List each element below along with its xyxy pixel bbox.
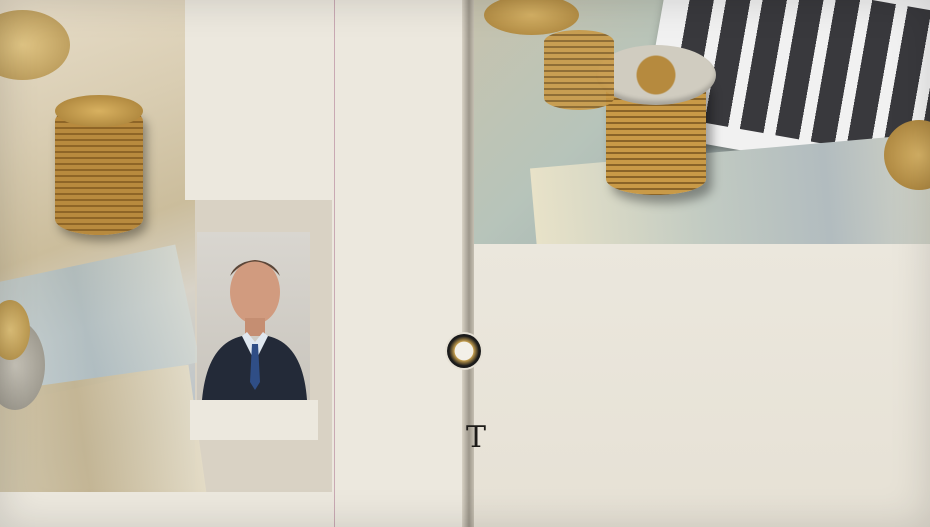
timeline-column: [332, 0, 467, 527]
coin: [596, 45, 716, 105]
coin: [55, 95, 143, 127]
coin: [484, 0, 579, 35]
caption-area: [190, 400, 318, 440]
article-area: [474, 244, 930, 527]
left-text-column: [185, 0, 333, 200]
column-divider: [334, 0, 335, 527]
money-calculator-photo: [474, 0, 930, 244]
bottom-strip: [0, 492, 332, 527]
coin-logo: [447, 334, 481, 368]
banknote: [530, 132, 930, 244]
drop-cap: Τ: [466, 420, 487, 455]
portrait-photo: [197, 232, 310, 400]
coin-stack: [544, 30, 614, 110]
